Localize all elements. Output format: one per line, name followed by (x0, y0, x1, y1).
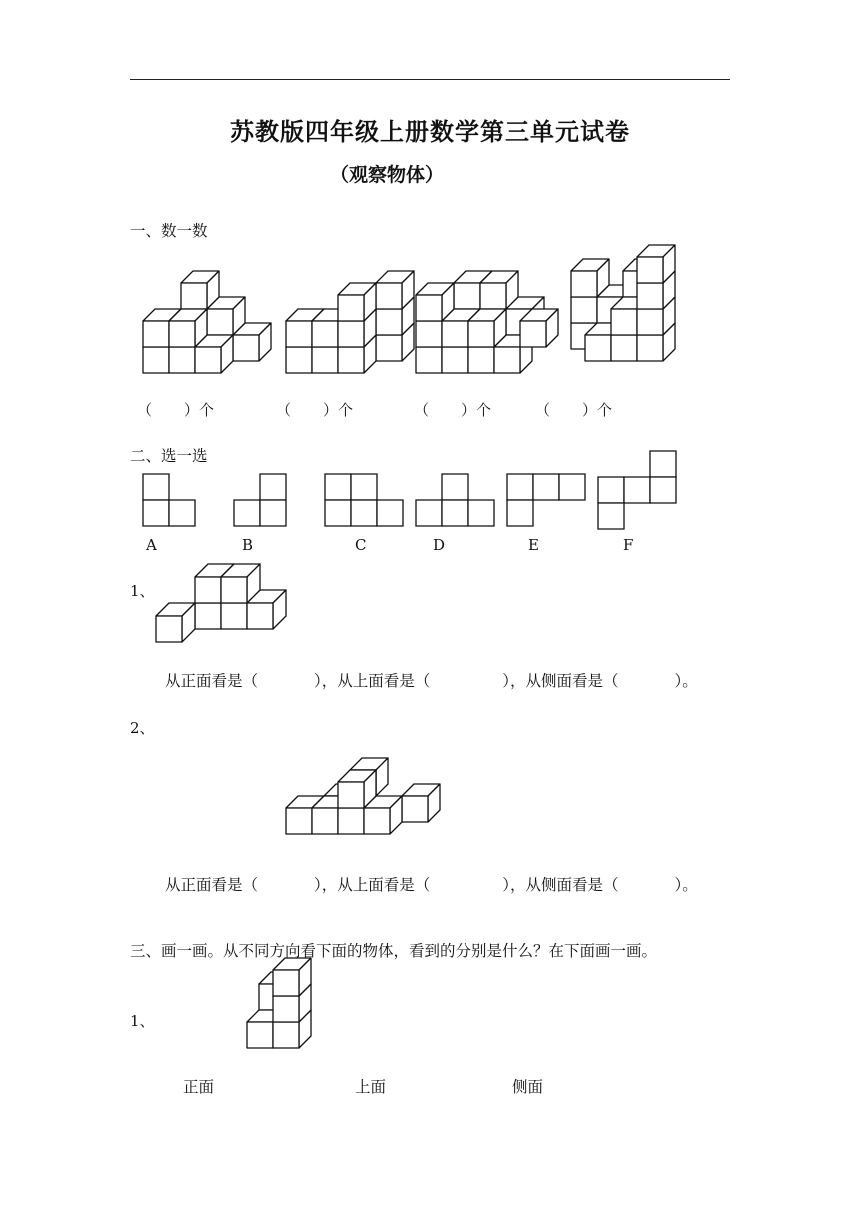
cube-front-face (286, 808, 312, 834)
cube-front-face (143, 347, 169, 373)
option-label-e: E (528, 536, 539, 554)
cube-front-face (338, 782, 364, 808)
cube-front-face (181, 283, 207, 309)
grid-cell (559, 474, 585, 500)
view-label-front: 正面 (183, 1078, 215, 1096)
count-figure-2 (286, 271, 414, 373)
cube-front-face (273, 1022, 299, 1048)
cube-front-face (442, 321, 468, 347)
question-3-1-figure (247, 958, 311, 1048)
grid-cell (325, 500, 351, 526)
question-2-2-prompt: 从正面看是（ ），从上面看是（ ），从侧面看是（ ）。 (165, 876, 698, 894)
question-2-1-prompt: 从正面看是（ ），从上面看是（ ），从侧面看是（ ）。 (165, 672, 698, 690)
grid-cell (377, 500, 403, 526)
option-d-grid (416, 474, 494, 526)
cube-front-face (247, 1022, 273, 1048)
cube-front-face (156, 616, 182, 642)
grid-cell (507, 500, 533, 526)
grid-cell (260, 500, 286, 526)
cube-front-face (169, 347, 195, 373)
grid-cell (325, 474, 351, 500)
cube-front-face (637, 335, 663, 361)
grid-cell (533, 474, 559, 500)
section3-heading: 三、画一画。从不同方向看下面的物体，看到的分别是什么？在下面画一画。 (130, 942, 658, 960)
count-figure-4 (571, 245, 675, 361)
cube-front-face (416, 321, 442, 347)
cube-front-face (454, 283, 480, 309)
option-c-grid (325, 474, 403, 526)
cube-front-face (195, 347, 221, 373)
cube-front-face (376, 283, 402, 309)
question-2-2-number: 2、 (130, 719, 155, 737)
cube-front-face (312, 808, 338, 834)
grid-cell (143, 500, 169, 526)
cube-front-face (221, 577, 247, 603)
grid-cell (234, 500, 260, 526)
cube-front-face (376, 309, 402, 335)
option-label-d: D (433, 536, 446, 554)
cube-front-face (468, 347, 494, 373)
option-b-grid (234, 474, 286, 526)
grid-cell (416, 500, 442, 526)
option-label-a: A (146, 536, 157, 554)
count-figure-1 (143, 271, 271, 373)
cube-front-face (143, 321, 169, 347)
cube-front-face (402, 796, 428, 822)
cube-front-face (338, 808, 364, 834)
grid-cell (143, 474, 169, 500)
cube-front-face (520, 321, 546, 347)
cube-front-face (195, 577, 221, 603)
view-label-top: 上面 (355, 1078, 387, 1096)
option-label-c: C (355, 536, 367, 554)
cube-front-face (468, 321, 494, 347)
cube-front-face (338, 347, 364, 373)
cube-front-face (637, 309, 663, 335)
page-title: 苏教版四年级上册数学第三单元试卷 (230, 117, 630, 146)
answer-slot-1[interactable]: （ ）个 (137, 401, 215, 419)
cube-front-face (571, 271, 597, 297)
cube-front-face (585, 335, 611, 361)
option-label-b: B (242, 536, 254, 554)
cube-front-face (169, 321, 195, 347)
answer-slot-2[interactable]: （ ）个 (276, 401, 354, 419)
grid-cell (442, 500, 468, 526)
cube-front-face (286, 347, 312, 373)
cube-front-face (233, 335, 259, 361)
option-a-grid (143, 474, 195, 526)
cube-front-face (376, 335, 402, 361)
cube-front-face (364, 808, 390, 834)
answer-slot-3[interactable]: （ ）个 (414, 401, 492, 419)
cube-front-face (207, 309, 233, 335)
option-e-grid (507, 474, 585, 526)
cube-front-face (273, 996, 299, 1022)
grid-cell (650, 451, 676, 477)
count-figure-3 (416, 271, 558, 373)
grid-cell (650, 477, 676, 503)
grid-cell (260, 474, 286, 500)
grid-cell (507, 474, 533, 500)
cube-front-face (416, 295, 442, 321)
question-2-2-figure (286, 758, 440, 834)
grid-cell (351, 474, 377, 500)
section1-heading: 一、数一数 (130, 222, 208, 240)
cube-front-face (221, 603, 247, 629)
cube-front-face (273, 970, 299, 996)
page-subtitle: （观察物体） (330, 164, 445, 186)
view-label-side: 侧面 (512, 1078, 544, 1096)
grid-cell (624, 477, 650, 503)
answer-slot-4[interactable]: （ ）个 (535, 401, 613, 419)
cube-front-face (637, 283, 663, 309)
cube-front-face (338, 295, 364, 321)
grid-cell (598, 477, 624, 503)
option-f-grid (598, 451, 676, 529)
cube-front-face (312, 347, 338, 373)
cube-front-face (637, 257, 663, 283)
question-2-1-figure (156, 564, 286, 642)
cube-front-face (571, 297, 597, 323)
grid-cell (598, 503, 624, 529)
cube-front-face (338, 321, 364, 347)
cube-front-face (312, 321, 338, 347)
cube-front-face (494, 347, 520, 373)
cube-front-face (195, 603, 221, 629)
grid-cell (442, 474, 468, 500)
section2-heading: 二、选一选 (130, 447, 208, 465)
grid-cell (351, 500, 377, 526)
grid-cell (169, 500, 195, 526)
cube-front-face (442, 347, 468, 373)
cube-front-face (416, 347, 442, 373)
cube-front-face (611, 309, 637, 335)
cube-front-face (611, 335, 637, 361)
cube-front-face (480, 283, 506, 309)
cube-front-face (247, 603, 273, 629)
option-label-f: F (623, 536, 634, 554)
grid-cell (468, 500, 494, 526)
question-2-1-number: 1、 (130, 582, 155, 600)
question-3-1-number: 1、 (130, 1012, 155, 1030)
cube-front-face (286, 321, 312, 347)
